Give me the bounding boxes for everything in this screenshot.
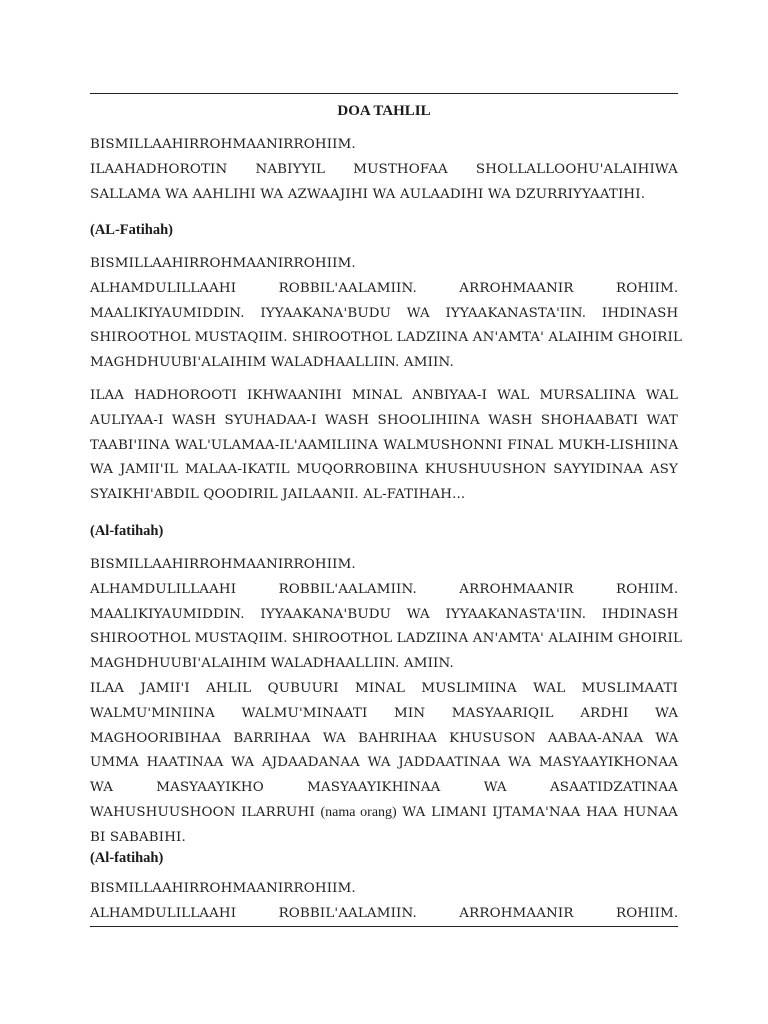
text-line: MAGHDHUUBI'ALAIHIM WALADHAALLIIN. AMIIN.: [90, 656, 454, 672]
text-line: SYAIKHI'ABDIL QOODIRIL JAILAANII. AL-FATIHAH...: [90, 487, 466, 503]
text-line: ALHAMDULILLAAHI ROBBIL'AALAMIIN. ARROHMAANIR ROHIIM.: [90, 905, 679, 921]
name-placeholder: (nama orang): [320, 804, 397, 820]
text-line: TAABI'IINA WAL'ULAMAA-IL'AAMILIINA WALMUSHONNI FINAL MUKH-LISHIINA: [90, 437, 679, 453]
text-line: AULIYAA-I WASH SYUHADAA-I WASH SHOOLIHIINA WASH SHOHAABATI WAT: [90, 412, 679, 428]
text-line: SHIROOTHOL MUSTAQIIM. SHIROOTHOL LADZIINA AN'AMTA' ALAIHIM GHOIRIL: [90, 330, 682, 346]
section-heading: (Al-fatihah): [90, 523, 164, 539]
text-line: MAALIKIYAUMIDDIN. IYYAAKANA'BUDU WA IYYAAKANASTA'IIN. IHDINASH: [90, 305, 679, 321]
text-line: MAALIKIYAUMIDDIN. IYYAAKANA'BUDU WA IYYAAKANASTA'IIN. IHDINASH: [90, 606, 679, 622]
text-line: ALHAMDULILLAAHI ROBBIL'AALAMIIN. ARROHMAANIR ROHIIM.: [90, 280, 679, 296]
dedication-paragraph: [90, 384, 678, 508]
text-line: ILAA JAMII'I AHLIL QUBUURI MINAL MUSLIMIINA WAL MUSLIMAATI: [90, 680, 678, 696]
text-line: WA JAMII'IL MALAA-IKATIL MUQORROBIINA KHUSHUUSHON SAYYIDINAA ASY: [90, 462, 678, 478]
text-line: BISMILLAAHIRROHMAANIRROHIIM.: [90, 137, 356, 152]
top-rule: [90, 93, 678, 94]
text-line: MAGHOORIBIHAA BARRIHAA WA BAHRIHAA KHUSUSON AABAA-ANAA WA: [90, 730, 679, 746]
fatihah-paragraph: [90, 252, 682, 376]
text-line: ALHAMDULILLAAHI ROBBIL'AALAMIIN. ARROHMAANIR ROHIIM.: [90, 581, 679, 597]
text-line: SALLAMA WA AAHLIHI WA AZWAAJIHI WA AULAADIHI WA DZURRIYYAATIHI.: [90, 186, 646, 202]
text-line: MAGHDHUUBI'ALAIHIM WALADHAALLIIN. AMIIN.: [90, 355, 454, 371]
text-line: ILAAHADHOROTIN NABIYYIL MUSTHOFAA SHOLLALLOOHU'ALAIHIWA: [90, 161, 678, 177]
section-heading: (Al-fatihah): [90, 850, 164, 866]
text-line: BISMILLAAHIRROHMAANIRROHIIM.: [90, 881, 356, 896]
bottom-rule: [90, 926, 678, 927]
text-line: BISMILLAAHIRROHMAANIRROHIIM.: [90, 256, 356, 271]
text-line: WALMU'MINIINA WALMU'MINAATI MIN MASYAARIQIL ARDHI WA: [90, 705, 679, 721]
intro-paragraph: [90, 133, 678, 207]
text-segment: WA LIMANI IJTAMA'NAA HAA HUNAA: [402, 804, 678, 820]
text-line: WA MASYAAYIKHO MASYAAYIKHINAA WA ASAATIDZATINAA: [90, 780, 678, 796]
fatihah-paragraph: [90, 877, 678, 927]
text-line: ILAA HADHOROOTI IKHWAANIHI MINAL ANBIYAA-I WAL MURSALIINA WAL: [90, 388, 678, 403]
text-segment: WAHUSHUUSHOON ILARRUHI: [90, 804, 315, 820]
text-line: BISMILLAAHIRROHMAANIRROHIIM.: [90, 557, 356, 572]
text-line-mixed: [90, 801, 678, 826]
document-title: DOA TAHLIL: [337, 103, 431, 119]
text-line: SHIROOTHOL MUSTAQIIM. SHIROOTHOL LADZIINA AN'AMTA' ALAIHIM GHOIRIL: [90, 631, 682, 647]
section-heading: (AL-Fatihah): [90, 222, 173, 238]
fatihah-paragraph: [90, 553, 682, 851]
text-line: UMMA HAATINAA WA AJDAADANAA WA JADDAATINAA WA MASYAAYIKHONAA: [90, 755, 679, 771]
text-line: BI SABABIHI.: [90, 829, 186, 845]
